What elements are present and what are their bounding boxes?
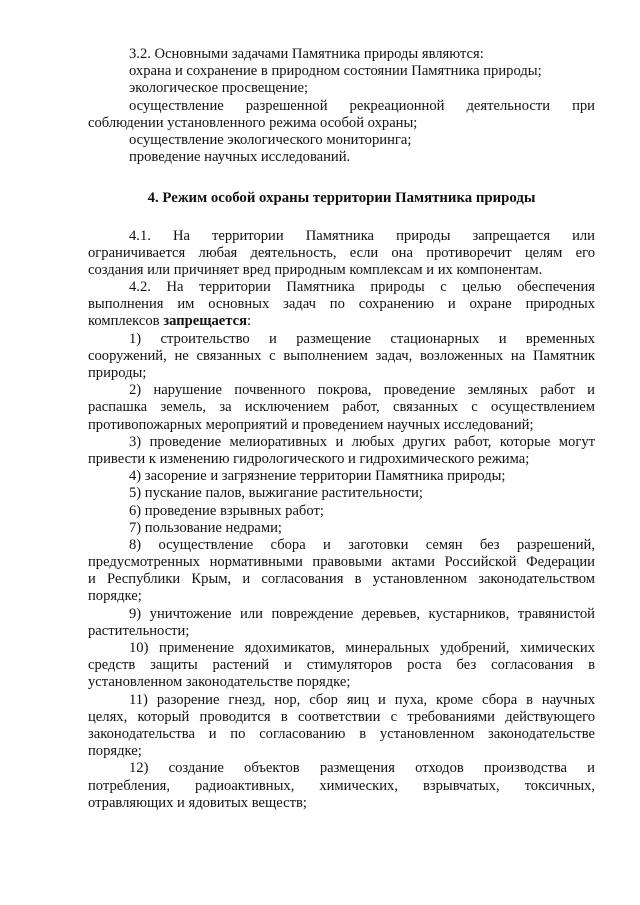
list-item — [88, 760, 595, 812]
text-line: выполнения им основных задач по сохранению и охране природных — [88, 296, 595, 313]
list-item — [88, 434, 595, 468]
prohibitions-list — [88, 331, 595, 812]
text-line: 1) строительство и размещение стационарных и временных — [129, 330, 595, 347]
text-line: 12) создание объектов размещения отходов производства и — [129, 760, 595, 777]
text-line: осуществление экологического мониторинга; — [129, 131, 412, 148]
section-heading: 4. Режим особой охраны территории Памятника природы — [147, 190, 536, 207]
text-line: 9) уничтожение или повреждение деревьев, кустарников, травянистой — [129, 605, 595, 622]
list-item — [88, 503, 595, 520]
text-line: порядке; — [88, 588, 142, 605]
paragraph-4-1 — [88, 228, 595, 280]
text-line: 11) разорение гнезд, нор, сбор яиц и пуха, кроме сбора в научных — [129, 691, 595, 708]
text-fragment: комплексов — [88, 313, 164, 330]
list-item — [88, 606, 595, 640]
text-line: сооружений, не связанных с выполнением задач, возложенных на Памятник — [88, 347, 595, 364]
text-line: привести к изменению гидрологического и гидрохимического режима; — [88, 450, 530, 467]
text-line: законодательства и по согласованию в установленном законодательстве — [88, 725, 595, 742]
text-line: средств защиты растений и стимуляторов роста без согласования в — [88, 657, 595, 674]
text-line: создания или причиняет вред природным комплексам и их компонентам. — [88, 261, 543, 278]
list-item — [88, 485, 595, 502]
text-line: целях, который проводится в соответствии с требованиями действующего — [88, 708, 595, 725]
text-line: противопожарных мероприятий и проведением научных исследований; — [88, 416, 534, 433]
emphasis-text: запрещается — [163, 313, 248, 330]
text-line: 7) пользование недрами; — [129, 519, 282, 536]
text-line: ограничивается любая деятельность, если она противоречит целям его — [88, 244, 595, 261]
document-page — [88, 46, 595, 812]
text-line: потребления, радиоактивных, химических, взрывчатых, токсичных, — [88, 777, 595, 794]
text-fragment: : — [247, 313, 252, 330]
section-3-2 — [88, 46, 595, 166]
text-line: порядке; — [88, 743, 142, 760]
text-line: 6) проведение взрывных работ; — [129, 502, 324, 519]
text-line: отравляющих и ядовитых веществ; — [88, 794, 307, 811]
text-line: 4.1. На территории Памятника природы запрещается или — [129, 227, 595, 244]
list-item — [88, 520, 595, 537]
text-line: 10) применение ядохимикатов, минеральных удобрений, химических — [129, 640, 595, 657]
text-line: 3) проведение мелиоративных и любых других работ, которые могут — [129, 433, 595, 450]
list-item — [88, 382, 595, 434]
list-item — [88, 468, 595, 485]
paragraph-4-2 — [88, 279, 595, 331]
text-line: природы; — [88, 365, 147, 382]
text-line: предусмотренных нормативными правовыми актами Российской Федерации — [88, 554, 595, 571]
text-line: 4.2. На территории Памятника природы с целью обеспечения — [129, 279, 595, 296]
text-line: 8) осуществление сбора и заготовки семян без разрешений, — [129, 536, 595, 553]
text-line: 5) пускание палов, выжигание растительности; — [129, 485, 423, 502]
text-line: установленном законодательстве порядке; — [88, 674, 351, 691]
list-item — [88, 640, 595, 692]
text-line: растительности; — [88, 622, 190, 639]
text-line: распашка земель, за исключением работ, связанных с осуществлением — [88, 399, 595, 416]
text-line: охрана и сохранение в природном состоянии Памятника природы; — [129, 63, 542, 80]
text-line: осуществление разрешенной рекреационной деятельности при — [129, 97, 595, 114]
text-line: 4) засорение и загрязнение территории Памятника природы; — [129, 468, 506, 485]
text-line: экологическое просвещение; — [129, 80, 309, 97]
text-line: и Республики Крым, и согласования в установленном законодательством — [88, 571, 595, 588]
text-line: 3.2. Основными задачами Памятника природы являются: — [129, 46, 484, 62]
list-item — [88, 692, 595, 761]
text-line — [88, 313, 595, 330]
list-item — [88, 331, 595, 383]
text-line: проведение научных исследований. — [129, 149, 351, 166]
text-line: соблюдении установленного режима особой охраны; — [88, 114, 418, 131]
list-item — [88, 537, 595, 606]
text-line: 2) нарушение почвенного покрова, проведение земляных работ и — [129, 382, 595, 399]
